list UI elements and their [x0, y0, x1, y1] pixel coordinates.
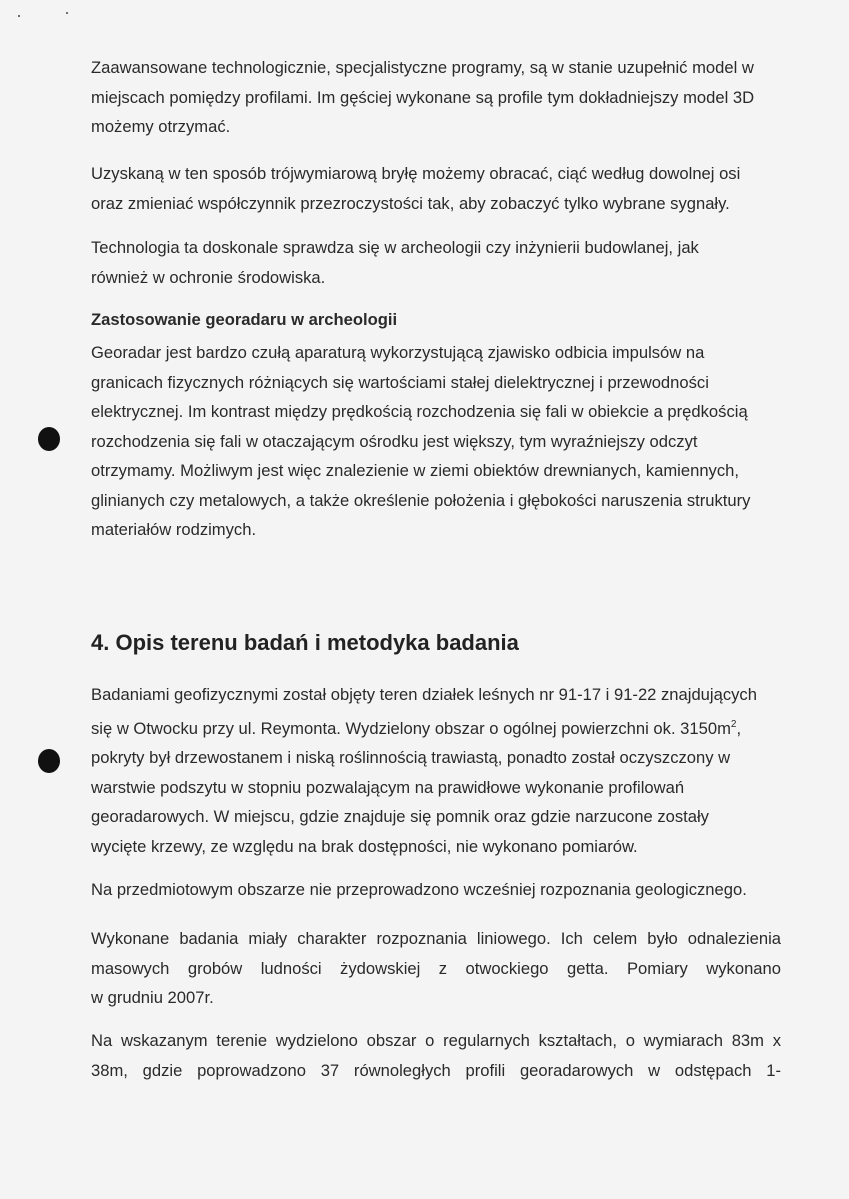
- archeology-paragraph: [91, 338, 791, 545]
- text-line: Zaawansowane technologicznie, specjalistyczne programy, są w stanie uzupełnić model w: [91, 58, 754, 77]
- scan-speck: [66, 12, 68, 14]
- archeology-subheading: Zastosowanie georadaru w archeologii: [91, 310, 398, 329]
- text-line: pokryty był drzewostanem i niską roślinnością trawiastą, ponadto został oczyszczony w: [91, 748, 731, 767]
- text-line: 38m, gdzie poprowadzono 37 równoległych profili georadarowych w odstępach 1-: [91, 1060, 781, 1080]
- survey-paragraph: [91, 924, 781, 1013]
- text-line: [91, 710, 791, 744]
- text-line: Badaniami geofizycznymi został objęty teren działek leśnych nr 91-17 i 91-22 znajdujących: [91, 685, 757, 704]
- superscript: 2: [730, 718, 737, 730]
- text-line: w grudniu 2007r.: [91, 988, 214, 1007]
- text-line: Uzyskaną w ten sposób trójwymiarową bryłę możemy obracać, ciąć według dowolnej osi: [91, 164, 741, 183]
- section-heading: 4. Opis terenu badań i metodyka badania: [91, 630, 519, 655]
- text-line: materiałów rodzimych.: [91, 520, 257, 539]
- text-line: georadarowych. W miejscu, gdzie znajduje się pomnik oraz gdzie narzucone zostały: [91, 807, 709, 826]
- text-line: oraz zmieniać współczynnik przezroczystości tak, aby zobaczyć tylko wybrane sygnały.: [91, 193, 730, 213]
- area-description-paragraph: [91, 1026, 781, 1085]
- scan-speck: [18, 15, 20, 17]
- study-area-paragraph: [91, 680, 791, 861]
- technology-paragraph: [91, 233, 791, 292]
- text-line: Technologia ta doskonale sprawdza się w archeologii czy inżynierii budowlanej, jak: [91, 238, 699, 257]
- text-line: glinianych czy metalowych, a także określenie położenia i głębokości naruszenia struktury: [91, 490, 751, 510]
- text-line: Georadar jest bardzo czułą aparaturą wykorzystującą zjawisko odbicia impulsów na: [91, 343, 705, 362]
- text-line: również w ochronie środowiska.: [91, 267, 326, 287]
- text-line: wycięte krzewy, ze względu na brak dostępności, nie wykonano pomiarów.: [91, 836, 638, 856]
- text-line: elektrycznej. Im kontrast między prędkością rozchodzenia się fali w obiekcie a prędkością: [91, 402, 748, 421]
- text-line: warstwie podszytu w stopniu pozwalającym na prawidłowe wykonanie profilowań: [91, 777, 685, 797]
- binder-hole: [38, 749, 60, 773]
- text-line: otrzymamy. Możliwym jest więc znalezienie w ziemi obiektów drewnianych, kamiennych,: [91, 461, 739, 480]
- text-line: granicach fizycznych różniących się wartościami stałej dielektrycznej i przewodności: [91, 372, 709, 392]
- geology-paragraph: [91, 875, 791, 905]
- text-line: masowych grobów ludności żydowskiej z otwockiego getta. Pomiary wykonano: [91, 958, 781, 978]
- text-line: rozchodzenia się fali w otaczającym ośrodku jest większy, tym wyraźniejszy odczyt: [91, 431, 698, 451]
- text-line: Na przedmiotowym obszarze nie przeprowadzono wcześniej rozpoznania geologicznego.: [91, 880, 747, 899]
- text-line: miejscach pomiędzy profilami. Im gęściej wykonane są profile tym dokładniejszy model 3D: [91, 87, 755, 107]
- binder-hole: [38, 427, 60, 451]
- text-fragment: się w Otwocku przy ul. Reymonta. Wydzielony obszar o ogólnej powierzchni ok. 3150m: [91, 718, 731, 738]
- text-line: możemy otrzymać.: [91, 117, 231, 136]
- text-line: Wykonane badania miały charakter rozpoznania liniowego. Ich celem było odnalezienia: [91, 929, 781, 948]
- text-line: Na wskazanym terenie wydzielono obszar o regularnych kształtach, o wymiarach 83m x: [91, 1031, 781, 1050]
- text-fragment: ,: [736, 718, 742, 738]
- intro-paragraph: [91, 53, 791, 142]
- rotation-paragraph: [91, 159, 791, 218]
